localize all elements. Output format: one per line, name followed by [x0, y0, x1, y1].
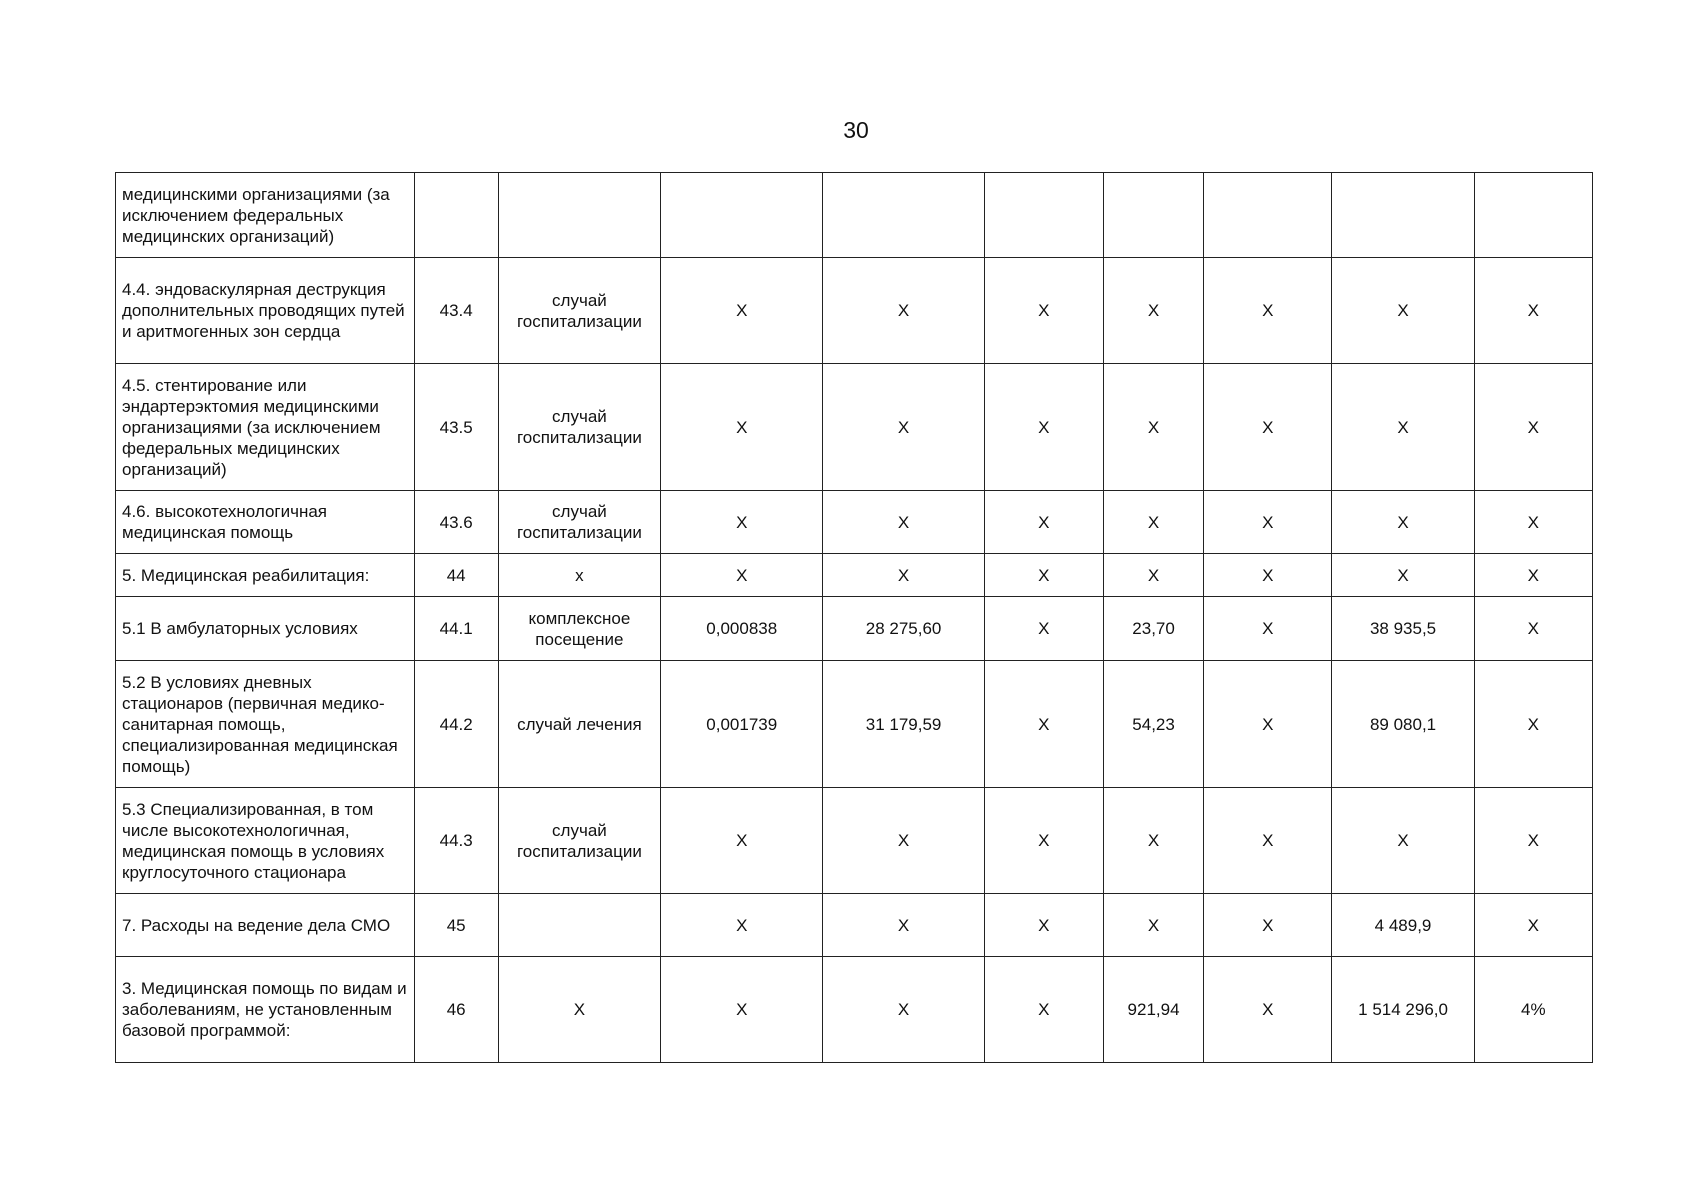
row-unit-cell: X — [498, 957, 660, 1063]
row-name-cell: 5. Медицинская реабилитация: — [116, 554, 415, 597]
value-cell: X — [1103, 894, 1203, 957]
row-line-cell: 44.1 — [414, 597, 498, 661]
table-row — [116, 258, 1593, 364]
row-name-cell: 5.3 Специализированная, в том числе высокотехнологичная, медицинская помощь в условиях круглосуточного стационара — [116, 788, 415, 894]
value-cell: 54,23 — [1103, 661, 1203, 788]
value-cell: X — [1474, 554, 1592, 597]
value-cell: 921,94 — [1103, 957, 1203, 1063]
value-cell: X — [984, 894, 1103, 957]
row-unit-cell: случай лечения — [498, 661, 660, 788]
table-row — [116, 554, 1593, 597]
value-cell: 31 179,59 — [823, 661, 984, 788]
value-cell: X — [984, 661, 1103, 788]
value-cell: X — [823, 894, 984, 957]
value-cell: X — [1103, 364, 1203, 491]
row-name-cell: 3. Медицинская помощь по видам и заболеваниям, не установленным базовой программой: — [116, 957, 415, 1063]
table-row — [116, 491, 1593, 554]
value-cell: X — [1474, 491, 1592, 554]
row-name-cell: 4.6. высокотехнологичная медицинская помощь — [116, 491, 415, 554]
value-cell: X — [1474, 364, 1592, 491]
table-row — [116, 364, 1593, 491]
row-line-cell: 43.4 — [414, 258, 498, 364]
value-cell: X — [1474, 258, 1592, 364]
value-cell: X — [1332, 364, 1474, 491]
row-unit-cell: случай госпитализации — [498, 788, 660, 894]
table-row — [116, 788, 1593, 894]
value-cell: X — [984, 364, 1103, 491]
value-cell — [1103, 173, 1203, 258]
row-unit-cell: х — [498, 554, 660, 597]
row-line-cell: 43.5 — [414, 364, 498, 491]
row-unit-cell — [498, 894, 660, 957]
value-cell: X — [1103, 258, 1203, 364]
value-cell: X — [984, 554, 1103, 597]
page-number: 30 — [843, 117, 869, 143]
value-cell: X — [1204, 788, 1332, 894]
value-cell: X — [661, 258, 823, 364]
value-cell: 89 080,1 — [1332, 661, 1474, 788]
table-row — [116, 894, 1593, 957]
table-row — [116, 173, 1593, 258]
value-cell: X — [1332, 258, 1474, 364]
value-cell: X — [661, 554, 823, 597]
row-unit-cell: случай госпитализации — [498, 364, 660, 491]
value-cell: X — [1204, 491, 1332, 554]
value-cell: X — [1474, 788, 1592, 894]
value-cell: X — [984, 491, 1103, 554]
value-cell: X — [661, 894, 823, 957]
value-cell: X — [1103, 491, 1203, 554]
value-cell: X — [1204, 894, 1332, 957]
data-table — [115, 172, 1593, 1063]
row-unit-cell: случай госпитализации — [498, 491, 660, 554]
value-cell: X — [823, 364, 984, 491]
value-cell: 38 935,5 — [1332, 597, 1474, 661]
row-unit-cell — [498, 173, 660, 258]
table-row — [116, 957, 1593, 1063]
value-cell: X — [823, 957, 984, 1063]
value-cell: X — [1204, 258, 1332, 364]
row-unit-cell: комплексное посещение — [498, 597, 660, 661]
row-name-cell: 5.1 В амбулаторных условиях — [116, 597, 415, 661]
value-cell: X — [1332, 491, 1474, 554]
value-cell: X — [984, 258, 1103, 364]
row-line-cell: 45 — [414, 894, 498, 957]
value-cell: X — [661, 957, 823, 1063]
value-cell: 0,000838 — [661, 597, 823, 661]
value-cell: X — [984, 957, 1103, 1063]
value-cell: X — [823, 258, 984, 364]
row-name-cell: медицинскими организациями (за исключением федеральных медицинских организаций) — [116, 173, 415, 258]
value-cell: X — [984, 597, 1103, 661]
row-line-cell — [414, 173, 498, 258]
row-name-cell: 5.2 В условиях дневных стационаров (первичная медико-санитарная помощь, специализированная медицинская помощь) — [116, 661, 415, 788]
value-cell: X — [1103, 554, 1203, 597]
row-line-cell: 46 — [414, 957, 498, 1063]
value-cell — [1204, 173, 1332, 258]
value-cell: X — [823, 788, 984, 894]
value-cell: X — [1103, 788, 1203, 894]
value-cell: 4 489,9 — [1332, 894, 1474, 957]
row-unit-cell: случай госпитализации — [498, 258, 660, 364]
value-cell: X — [661, 364, 823, 491]
value-cell: X — [823, 554, 984, 597]
value-cell: X — [1204, 957, 1332, 1063]
value-cell: X — [661, 788, 823, 894]
value-cell: 28 275,60 — [823, 597, 984, 661]
value-cell: X — [984, 788, 1103, 894]
value-cell — [823, 173, 984, 258]
value-cell: X — [1332, 788, 1474, 894]
value-cell: X — [1204, 597, 1332, 661]
row-line-cell: 44.3 — [414, 788, 498, 894]
table-row — [116, 597, 1593, 661]
value-cell: 23,70 — [1103, 597, 1203, 661]
value-cell: X — [1474, 597, 1592, 661]
row-name-cell: 4.4. эндоваскулярная деструкция дополнительных проводящих путей и аритмогенных зон сердца — [116, 258, 415, 364]
value-cell — [1474, 173, 1592, 258]
value-cell: 0,001739 — [661, 661, 823, 788]
value-cell: X — [1204, 661, 1332, 788]
row-line-cell: 44.2 — [414, 661, 498, 788]
value-cell: X — [1204, 364, 1332, 491]
row-line-cell: 43.6 — [414, 491, 498, 554]
value-cell: 4% — [1474, 957, 1592, 1063]
value-cell: X — [661, 491, 823, 554]
row-name-cell: 4.5. стентирование или эндартерэктомия медицинскими организациями (за исключением федеральных медицинских организаций) — [116, 364, 415, 491]
value-cell: X — [1474, 894, 1592, 957]
value-cell: X — [1474, 661, 1592, 788]
value-cell: X — [1204, 554, 1332, 597]
value-cell — [661, 173, 823, 258]
table-row — [116, 661, 1593, 788]
row-line-cell: 44 — [414, 554, 498, 597]
value-cell: X — [1332, 554, 1474, 597]
value-cell — [1332, 173, 1474, 258]
value-cell: X — [823, 491, 984, 554]
value-cell: 1 514 296,0 — [1332, 957, 1474, 1063]
row-name-cell: 7. Расходы на ведение дела СМО — [116, 894, 415, 957]
value-cell — [984, 173, 1103, 258]
